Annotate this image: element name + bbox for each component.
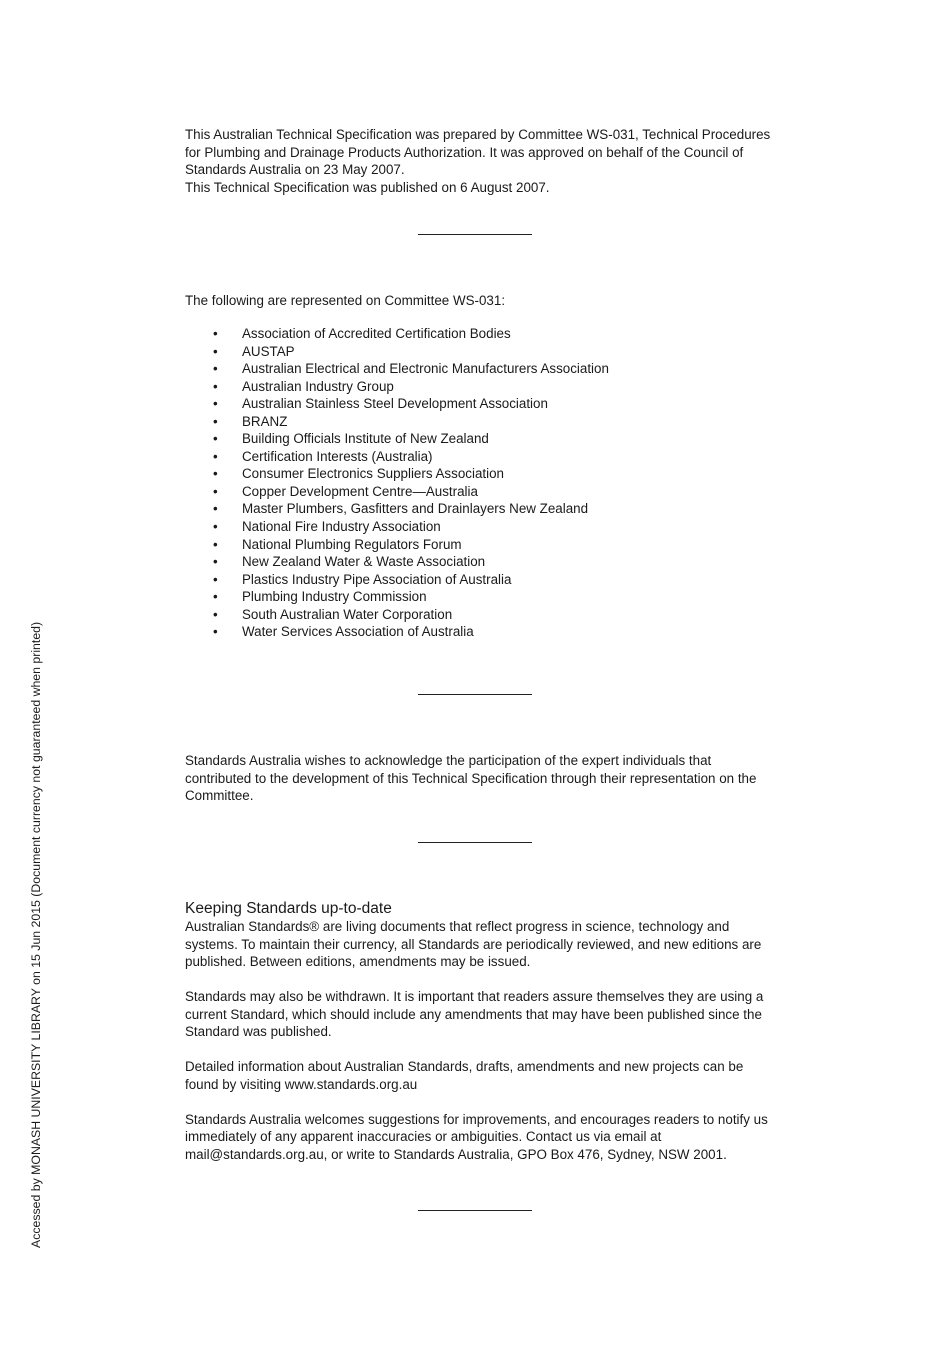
committee-member-name: Australian Industry Group bbox=[242, 378, 394, 394]
committee-member-item bbox=[185, 343, 609, 361]
committee-member-item bbox=[185, 448, 609, 466]
committee-member-item bbox=[185, 360, 609, 378]
divider-rule bbox=[418, 1210, 532, 1211]
committee-member-item bbox=[185, 553, 609, 571]
bullet-icon: • bbox=[213, 396, 218, 412]
committee-member-item bbox=[185, 430, 609, 448]
bullet-icon: • bbox=[213, 519, 218, 535]
bullet-icon: • bbox=[213, 448, 218, 464]
website-paragraph: Detailed information about Australian Standards, drafts, amendments and new projects can be found by visiting www.standards.org.au bbox=[185, 1059, 744, 1092]
contact-paragraph: Standards Australia welcomes suggestions for improvements, and encourages readers to notify us immediately of any apparent inaccuracies or ambiguities. Contact us via email at mail@standards.org.au, or write to Standards Australia, GPO Box 476, Sydney, NSW 2001. bbox=[185, 1111, 768, 1162]
committee-member-item bbox=[185, 378, 609, 396]
divider-rule bbox=[418, 694, 532, 695]
committee-member-item bbox=[185, 571, 609, 589]
committee-member-name: Copper Development Centre—Australia bbox=[242, 483, 478, 499]
committee-member-name: Plumbing Industry Commission bbox=[242, 589, 427, 605]
divider-rule bbox=[418, 842, 532, 843]
committee-member-item bbox=[185, 483, 609, 501]
committee-member-item bbox=[185, 413, 609, 431]
committee-member-item bbox=[185, 536, 609, 554]
bullet-icon: • bbox=[213, 431, 218, 447]
committee-member-item bbox=[185, 606, 609, 624]
section-heading: Keeping Standards up-to-date bbox=[185, 900, 392, 917]
bullet-icon: • bbox=[213, 501, 218, 517]
committee-member-name: Australian Stainless Steel Development Association bbox=[242, 396, 548, 412]
committee-member-item bbox=[185, 325, 609, 343]
bullet-icon: • bbox=[213, 606, 218, 622]
bullet-icon: • bbox=[213, 536, 218, 552]
committee-member-list bbox=[185, 325, 609, 641]
bullet-icon: • bbox=[213, 624, 218, 640]
committee-member-name: Consumer Electronics Suppliers Association bbox=[242, 466, 504, 482]
committee-member-name: Master Plumbers, Gasfitters and Drainlayers New Zealand bbox=[242, 501, 589, 517]
committee-member-name: National Fire Industry Association bbox=[242, 519, 441, 535]
committee-member-item bbox=[185, 465, 609, 483]
living-documents-paragraph: Australian Standards® are living documents that reflect progress in science, technology and systems. To maintain their currency, all Standards are periodically reviewed, and new editions are published. Between editions, amendments may be issued. bbox=[185, 919, 762, 969]
committee-member-name: AUSTAP bbox=[242, 343, 295, 359]
bullet-icon: • bbox=[213, 554, 218, 570]
approval-statement bbox=[185, 126, 775, 196]
up-to-date-body bbox=[185, 918, 775, 1163]
committee-member-name: BRANZ bbox=[242, 413, 288, 429]
access-margin-note: Accessed by MONASH UNIVERSITY LIBRARY on 15 Jun 2015 (Document currency not guaranteed when printed) bbox=[29, 621, 43, 1248]
committee-member-name: National Plumbing Regulators Forum bbox=[242, 536, 462, 552]
divider-rule bbox=[418, 234, 532, 235]
committee-member-name: Water Services Association of Australia bbox=[242, 624, 474, 640]
acknowledgement-paragraph: Standards Australia wishes to acknowledge the participation of the expert individuals that contributed to the development of this Technical Specification through their representation on the Committee. bbox=[185, 753, 757, 803]
committee-member-item bbox=[185, 500, 609, 518]
bullet-icon: • bbox=[213, 326, 218, 341]
committee-member-name: Plastics Industry Pipe Association of Australia bbox=[242, 571, 512, 587]
bullet-icon: • bbox=[213, 378, 218, 394]
bullet-icon: • bbox=[213, 413, 218, 429]
bullet-icon: • bbox=[213, 466, 218, 482]
committee-member-name: South Australian Water Corporation bbox=[242, 606, 453, 622]
committee-member-item bbox=[185, 588, 609, 606]
bullet-icon: • bbox=[213, 343, 218, 359]
committee-member-item bbox=[185, 623, 609, 641]
bullet-icon: • bbox=[213, 589, 218, 605]
committee-member-name: New Zealand Water & Waste Association bbox=[242, 554, 486, 570]
committee-member-name: Building Officials Institute of New Zealand bbox=[242, 431, 489, 447]
committee-member-item bbox=[185, 518, 609, 536]
publication-date: This Technical Specification was published on 6 August 2007. bbox=[185, 179, 550, 195]
committee-member-item bbox=[185, 395, 609, 413]
committee-intro: The following are represented on Committee WS-031: bbox=[185, 293, 506, 308]
bullet-icon: • bbox=[213, 483, 218, 499]
bullet-icon: • bbox=[213, 361, 218, 377]
bullet-icon: • bbox=[213, 571, 218, 587]
withdrawn-paragraph: Standards may also be withdrawn. It is important that readers assure themselves they are using a current Standard, which should include any amendments that may have been published since the Standard was published. bbox=[185, 989, 764, 1039]
committee-member-name: Association of Accredited Certification Bodies bbox=[242, 326, 511, 341]
committee-member-name: Certification Interests (Australia) bbox=[242, 448, 433, 464]
approval-paragraph: This Australian Technical Specification was prepared by Committee WS-031, Technical Procedures for Plumbing and Drainage Products Authorization. It was approved on behalf of the Council of Standards Australia on 23 May 2007. bbox=[185, 127, 771, 177]
committee-member-name: Australian Electrical and Electronic Manufacturers Association bbox=[242, 361, 609, 377]
